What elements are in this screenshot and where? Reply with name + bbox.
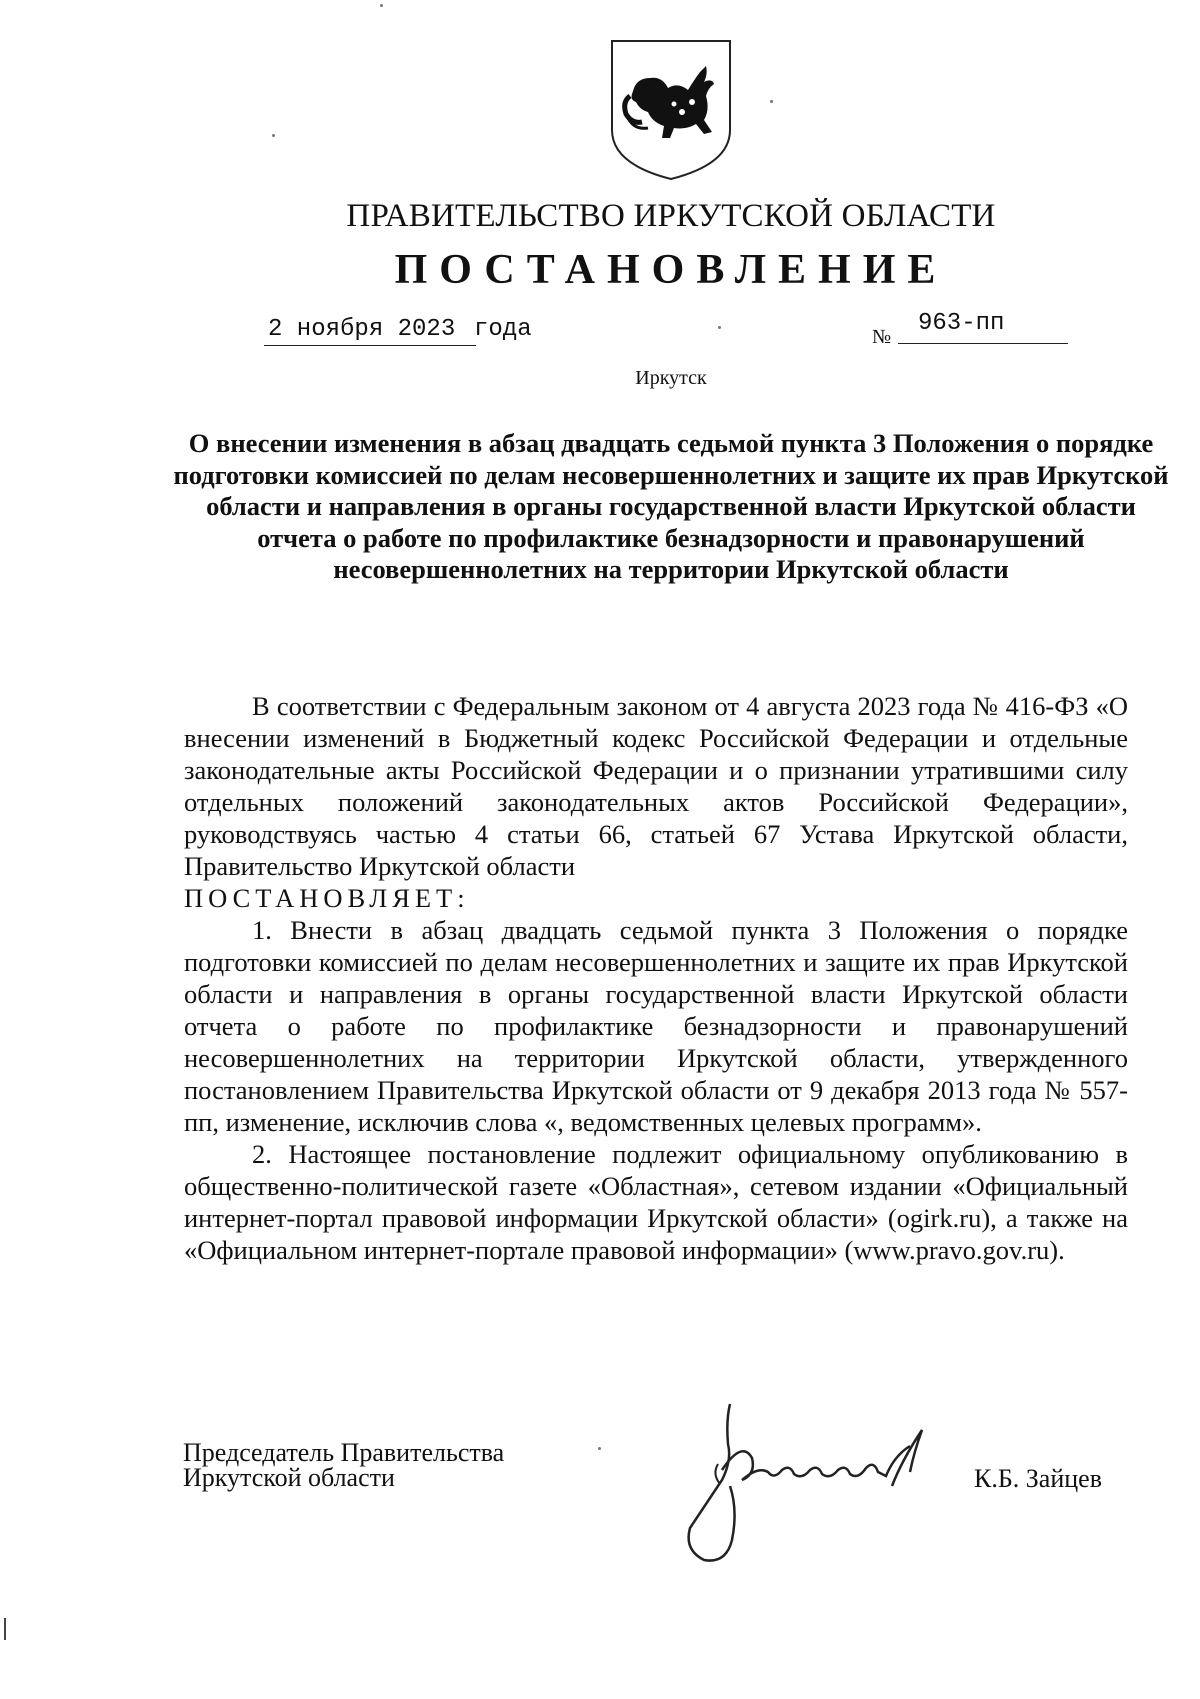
handwritten-signature-icon xyxy=(682,1400,966,1568)
document-number-label: № xyxy=(872,326,892,348)
document-number: 963-пп xyxy=(898,310,1068,344)
scan-speck xyxy=(718,326,721,329)
document-city: Иркутск xyxy=(635,367,707,389)
preamble-paragraph: В соответствии с Федеральным законом от 4 августа 2023 года № 416-ФЗ «О внесении изменений в Бюджетный кодекс Российской Федерации и отдельные законодательные акты Российской Федерации и о признании утратившими силу отдельных положений законодательных актов Российской Федерации», руководствуясь частью 4 статьи 66, статьей 67 Устава Иркутской области, Правительство Иркутской области xyxy=(184,691,1128,881)
item-1-paragraph: 1. Внести в абзац двадцать седьмой пункта 3 Положения о порядке подготовки комиссией по делам несовершеннолетних и защите их прав Иркутской области и направления в органы государственной власти Иркутской области отчета о работе по профилактике безнадзорности и правонарушений несовершеннолетних на территории Иркутской области, утвержденного постановлением Правительства Иркутской области от 9 декабря 2013 года № 557-пп, изменение, исключив слова «, ведомственных целевых программ». xyxy=(184,915,1128,1137)
document-subject: О внесении изменения в абзац двадцать седьмой пункта 3 Положения о порядке подготовки комиссией по делам несовершеннолетних и защите их прав Иркутской области и направления в органы государственной власти Иркутской области отчета о работе по профилактике безнадзорности и правонарушений несовершеннолетних на территории Иркутской области xyxy=(173,428,1169,584)
scan-speck xyxy=(770,100,773,103)
signer-name: К.Б. Зайцев xyxy=(974,1464,1102,1493)
government-title: ПРАВИТЕЛЬСТВО ИРКУТСКОЙ ОБЛАСТИ xyxy=(346,198,996,234)
signer-post-line-1: Председатель Правительства xyxy=(183,1438,505,1467)
scan-speck xyxy=(380,4,383,7)
document-body xyxy=(184,690,1128,1266)
document-date-suffix: года xyxy=(474,316,532,343)
resolves-word: ПОСТАНОВЛЯЕТ: xyxy=(184,883,470,913)
document-type-heading: ПОСТАНОВЛЕНИЕ xyxy=(394,247,948,293)
scan-speck xyxy=(272,134,275,137)
signer-post-line-2: Иркутской области xyxy=(183,1463,395,1492)
coat-of-arms-icon xyxy=(608,38,734,182)
document-date: 2 ноября 2023 xyxy=(264,316,476,346)
scan-speck xyxy=(598,1447,601,1450)
signer-post xyxy=(183,1440,504,1490)
scan-edge-mark xyxy=(4,1618,6,1640)
item-2-paragraph: 2. Настоящее постановление подлежит официальному опубликованию в общественно-политической газете «Областная», сетевом издании «Официальный интернет-портал правовой информации Иркутской области» (ogirk.ru), а также на «Официальном интернет-портале правовой информации» (www.pravo.gov.ru). xyxy=(184,1139,1128,1265)
